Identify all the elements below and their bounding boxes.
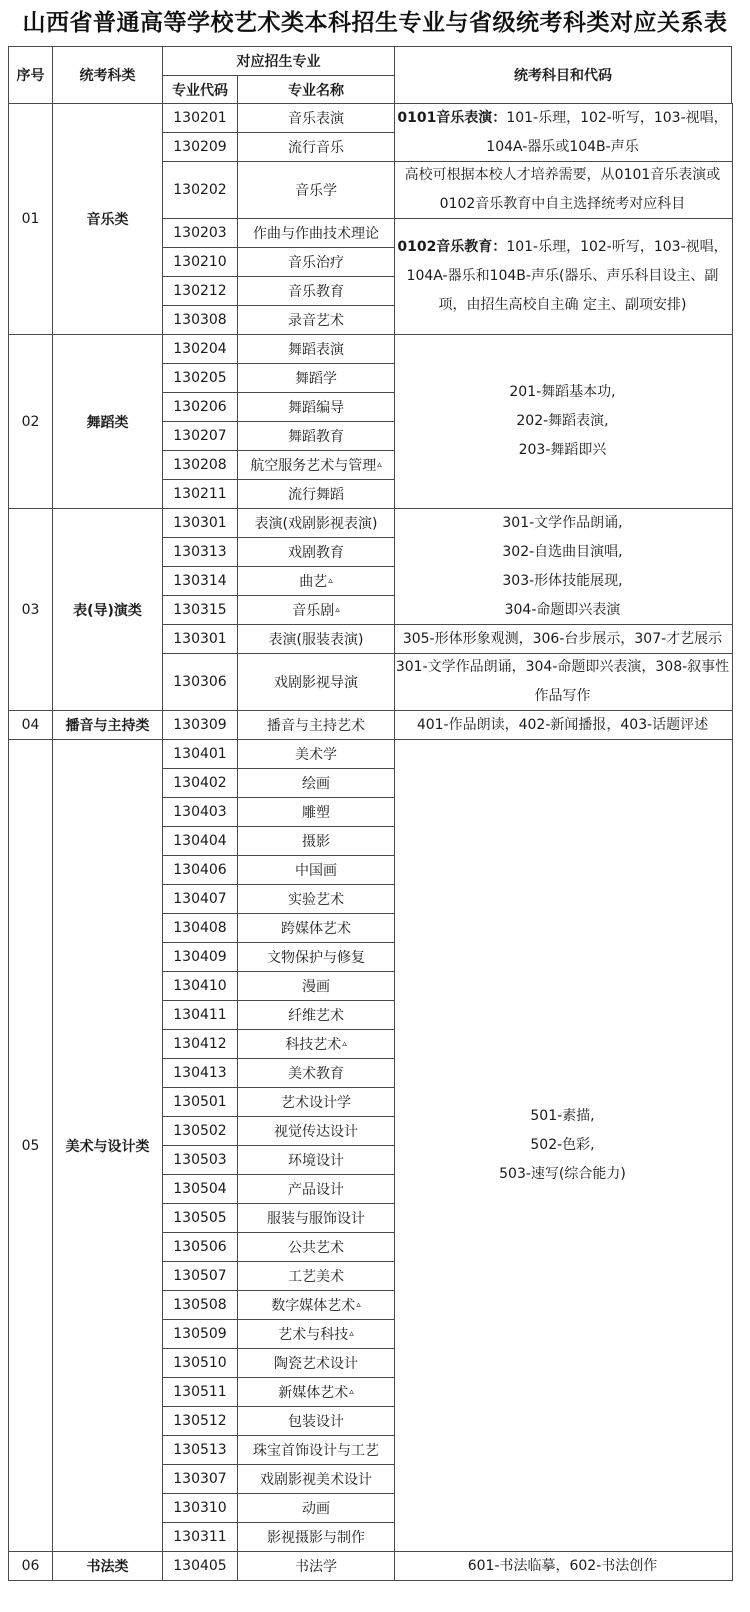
major-name-text: 新媒体艺术 (278, 1385, 349, 1401)
major-name-text: 流行舞蹈 (288, 487, 344, 503)
major-name (237, 971, 395, 1001)
major-code: 130506 (162, 1232, 238, 1262)
subject-line (397, 104, 727, 133)
major-name (237, 855, 395, 885)
group-category: 美术与设计类 (52, 739, 163, 1552)
subject-line (417, 711, 708, 740)
major-name-text: 音乐剧 (292, 603, 335, 619)
group-seq: 01 (8, 103, 53, 335)
major-name-text: 工艺美术 (288, 1269, 344, 1285)
major-code: 130315 (162, 595, 238, 625)
subject-block (394, 334, 733, 509)
header-major-code: 专业代码 (162, 75, 238, 104)
major-code: 130203 (162, 218, 238, 248)
subject-block (394, 103, 733, 162)
subject-line-text: 项，由招生高校自主确 定主、副项安排) (438, 297, 687, 313)
group-seq: 06 (8, 1551, 53, 1581)
major-name-text: 艺术与科技 (278, 1327, 349, 1343)
subject-line (440, 190, 686, 219)
major-name-text: 艺术设计学 (281, 1095, 351, 1111)
subject-line-text: 0102音乐教育中自主选择统考对应科目 (439, 196, 686, 212)
major-code: 130413 (162, 1058, 238, 1088)
major-code: 130403 (162, 797, 238, 827)
major-name-text: 影视摄影与制作 (267, 1530, 365, 1546)
major-name (237, 1551, 395, 1581)
major-name (237, 942, 395, 972)
major-code: 130314 (162, 566, 238, 596)
major-code: 130410 (162, 971, 238, 1001)
major-name-text: 公共艺术 (288, 1240, 344, 1256)
major-name (237, 1319, 395, 1349)
major-name (237, 1348, 395, 1378)
major-name-text: 舞蹈教育 (288, 429, 344, 445)
major-code: 130501 (162, 1087, 238, 1117)
major-code: 130505 (162, 1203, 238, 1233)
major-code: 130209 (162, 132, 238, 162)
major-code: 130207 (162, 421, 238, 451)
page-title: 山西省普通高等学校艺术类本科招生专业与省级统考科类对应关系表 (22, 10, 728, 36)
subject-block (394, 508, 733, 625)
major-name (237, 247, 395, 277)
header-major-group: 对应招生专业 (162, 46, 395, 76)
major-name (237, 1290, 395, 1320)
major-code: 130211 (162, 479, 238, 509)
major-name (237, 1232, 395, 1262)
subject-line (486, 133, 638, 162)
major-name (237, 450, 395, 480)
subject-line-heading: 0101音乐表演： (397, 109, 507, 126)
major-code: 130408 (162, 913, 238, 943)
major-name-text: 视觉传达设计 (274, 1124, 358, 1140)
major-name (237, 1261, 395, 1291)
major-name (237, 1116, 395, 1146)
major-name (237, 1087, 395, 1117)
major-code: 130206 (162, 392, 238, 422)
major-name (237, 421, 395, 451)
subject-line-text: 302-自选曲目演唱, (502, 543, 623, 560)
subject-line (505, 596, 621, 625)
subject-line-text: 401-作品朗读，402-新闻播报，403-话题评述 (416, 716, 709, 733)
subject-line-text: 502-色彩, (530, 1137, 595, 1153)
major-name (237, 537, 395, 567)
major-name-text: 包装设计 (288, 1414, 344, 1430)
major-name (237, 797, 395, 827)
major-name-text: 数字媒体艺术 (271, 1298, 356, 1314)
group-category: 播音与主持类 (52, 710, 163, 740)
major-code: 130310 (162, 1493, 238, 1523)
subject-line (405, 161, 721, 190)
major-name (237, 1377, 395, 1407)
group-seq: 02 (8, 334, 53, 509)
subject-line (502, 538, 622, 567)
major-code: 130502 (162, 1116, 238, 1146)
group-category: 表(导)演类 (52, 508, 163, 711)
major-name-text: 实验艺术 (288, 892, 344, 908)
new-major-mark-icon: ▵ (349, 1387, 354, 1397)
major-code: 130411 (162, 1000, 238, 1030)
major-name-text: 戏剧影视美术设计 (260, 1472, 372, 1488)
major-name (237, 363, 395, 393)
major-name (237, 1464, 395, 1494)
major-name-text: 环境设计 (288, 1153, 344, 1169)
subject-line (407, 262, 719, 291)
subject-line (502, 509, 622, 538)
major-code: 130212 (162, 276, 238, 306)
subject-line (509, 378, 615, 407)
subject-line-text: 高校可根据本校人才培养需要，从0101音乐表演或 (404, 167, 721, 183)
subject-block (394, 161, 733, 219)
subject-line (519, 436, 607, 465)
new-major-mark-icon: ▵ (342, 1039, 347, 1049)
major-name-text: 音乐治疗 (288, 255, 344, 271)
subject-line (397, 233, 727, 262)
group-seq: 05 (8, 739, 53, 1552)
major-name (237, 884, 395, 914)
subject-line (530, 1102, 594, 1131)
subject-block (394, 739, 733, 1552)
header-major-name: 专业名称 (237, 75, 395, 104)
major-name (237, 913, 395, 943)
major-name-text: 流行音乐 (288, 140, 344, 156)
subject-block (394, 218, 733, 335)
subject-block (394, 653, 733, 711)
new-major-mark-icon: ▵ (356, 1300, 361, 1310)
major-code: 130202 (162, 161, 238, 219)
major-code: 130512 (162, 1406, 238, 1436)
major-name (237, 739, 395, 769)
major-code: 130204 (162, 334, 238, 364)
major-code: 130412 (162, 1029, 238, 1059)
group-seq: 04 (8, 710, 53, 740)
major-name-text: 录音艺术 (288, 313, 344, 329)
group-category: 舞蹈类 (52, 334, 163, 509)
major-name-text: 服装与服饰设计 (267, 1211, 365, 1227)
subject-line-heading: 0102音乐教育： (397, 239, 507, 255)
major-name-text: 陶瓷艺术设计 (274, 1356, 358, 1372)
major-name (237, 1203, 395, 1233)
subject-line-text: 104A-器乐和104B-声乐(器乐、声乐科目设主、副 (406, 268, 719, 284)
major-name (237, 1406, 395, 1436)
major-name-text: 绘画 (302, 776, 330, 792)
major-name (237, 161, 395, 219)
major-code: 130208 (162, 450, 238, 480)
major-name-text: 美术学 (295, 747, 337, 763)
major-name-text: 舞蹈表演 (288, 342, 344, 358)
major-name (237, 1000, 395, 1030)
subject-block (394, 1551, 733, 1581)
group-seq: 03 (8, 508, 53, 711)
subject-line-text: 301-文学作品朗诵, (502, 514, 623, 531)
header-category: 统考科类 (52, 46, 163, 104)
subject-line (516, 407, 608, 436)
group-category: 音乐类 (52, 103, 163, 335)
major-name-text: 中国画 (295, 863, 337, 879)
new-major-mark-icon: ▵ (349, 1329, 354, 1339)
major-name-text: 书法学 (295, 1559, 337, 1575)
major-code: 130513 (162, 1435, 238, 1465)
major-name-text: 音乐教育 (288, 284, 344, 300)
major-name (237, 624, 395, 654)
header-subjects: 统考科目和代码 (394, 46, 732, 104)
major-name-text: 跨媒体艺术 (281, 921, 351, 937)
major-code: 130311 (162, 1522, 238, 1552)
major-name-text: 摄影 (302, 834, 330, 850)
major-name-text: 动画 (302, 1501, 330, 1517)
major-name (237, 276, 395, 306)
subject-line-text: 201-舞蹈基本功, (509, 384, 616, 400)
major-name-text: 音乐学 (295, 183, 337, 199)
major-code: 130503 (162, 1145, 238, 1175)
major-name-text: 曲艺 (299, 574, 328, 590)
subject-line (396, 653, 729, 682)
major-code: 130402 (162, 768, 238, 798)
major-name-text: 舞蹈学 (295, 371, 337, 387)
major-name (237, 132, 395, 162)
major-name-text: 作曲与作曲技术理论 (253, 226, 379, 242)
subject-line (502, 567, 622, 596)
major-name (237, 1145, 395, 1175)
major-code: 130309 (162, 710, 238, 740)
subject-line (499, 1160, 626, 1189)
major-code: 130307 (162, 1464, 238, 1494)
major-name (237, 1058, 395, 1088)
major-name (237, 392, 395, 422)
major-name (237, 1029, 395, 1059)
subject-block (394, 710, 733, 740)
major-code: 130507 (162, 1261, 238, 1291)
correspondence-table (8, 46, 732, 1596)
major-code: 130308 (162, 305, 238, 335)
major-code: 130406 (162, 855, 238, 885)
major-name-text: 舞蹈编导 (288, 400, 344, 416)
major-name (237, 1174, 395, 1204)
major-name (237, 334, 395, 364)
group-category: 书法类 (52, 1551, 163, 1581)
major-name (237, 103, 395, 133)
major-name (237, 653, 395, 711)
major-code: 130508 (162, 1290, 238, 1320)
major-code: 130409 (162, 942, 238, 972)
major-code: 130313 (162, 537, 238, 567)
major-name (237, 479, 395, 509)
major-name-text: 美术教育 (288, 1066, 344, 1082)
major-name-text: 表演(服装表演) (268, 632, 364, 648)
subject-line-text: 202-舞蹈表演, (516, 413, 609, 429)
major-name-text: 戏剧教育 (288, 545, 344, 561)
subject-block (394, 624, 733, 654)
major-name (237, 305, 395, 335)
major-code: 130210 (162, 247, 238, 277)
subject-line-text: 301-文学作品朗诵，304-命题即兴表演，308-叙事性 (395, 659, 730, 675)
subject-line (439, 291, 687, 320)
subject-line-text: 503-速写(综合能力) (499, 1166, 626, 1182)
subject-line-text: 104A-器乐或104B-声乐 (486, 138, 639, 155)
subject-line-text: 304-命题即兴表演 (504, 601, 621, 618)
subject-line-text: 101-乐理，102-听写，103-视唱， (506, 109, 728, 126)
new-major-mark-icon: ▵ (335, 605, 340, 615)
major-code: 130405 (162, 1551, 238, 1581)
major-code: 130301 (162, 508, 238, 538)
major-name-text: 雕塑 (302, 805, 330, 821)
subject-line-text: 101-乐理，102-听写，103-视唱， (506, 239, 728, 255)
major-name (237, 508, 395, 538)
major-code: 130504 (162, 1174, 238, 1204)
major-name-text: 珠宝首饰设计与工艺 (253, 1443, 379, 1459)
subject-line (535, 682, 591, 711)
major-code: 130401 (162, 739, 238, 769)
major-name (237, 566, 395, 596)
major-name (237, 768, 395, 798)
major-name-text: 音乐表演 (288, 111, 344, 127)
major-name-text: 纤维艺术 (288, 1008, 344, 1024)
major-code: 130201 (162, 103, 238, 133)
major-name (237, 826, 395, 856)
major-code: 130510 (162, 1348, 238, 1378)
major-name-text: 航空服务艺术与管理 (250, 458, 377, 474)
major-code: 130306 (162, 653, 238, 711)
subject-line-text: 601-书法临摹，602-书法创作 (467, 1557, 658, 1574)
subject-line-text: 305-形体形象观测，306-台步展示，307-才艺展示 (402, 630, 723, 647)
subject-line (403, 625, 722, 654)
major-name-text: 科技艺术 (285, 1037, 342, 1053)
major-name (237, 710, 395, 740)
major-name-text: 戏剧影视导演 (274, 675, 358, 691)
major-name (237, 595, 395, 625)
subject-line (530, 1131, 594, 1160)
subject-line-text: 203-舞蹈即兴 (518, 442, 607, 458)
major-name (237, 1435, 395, 1465)
major-code: 130509 (162, 1319, 238, 1349)
major-code: 130511 (162, 1377, 238, 1407)
major-name (237, 218, 395, 248)
major-code: 130301 (162, 624, 238, 654)
header-seq: 序号 (8, 46, 53, 104)
major-name (237, 1522, 395, 1552)
major-code: 130404 (162, 826, 238, 856)
major-name (237, 1493, 395, 1523)
major-name-text: 漫画 (302, 979, 330, 995)
major-name-text: 文物保护与修复 (267, 950, 365, 966)
major-code: 130205 (162, 363, 238, 393)
subject-line (468, 1552, 658, 1581)
subject-line-text: 303-形体技能展现, (502, 572, 623, 589)
new-major-mark-icon: ▵ (377, 460, 382, 470)
major-name-text: 产品设计 (288, 1182, 344, 1198)
subject-line-text: 501-素描, (530, 1108, 595, 1124)
new-major-mark-icon: ▵ (328, 576, 333, 586)
major-name-text: 播音与主持艺术 (267, 718, 365, 734)
subject-line-text: 作品写作 (534, 688, 591, 704)
major-code: 130407 (162, 884, 238, 914)
major-name-text: 表演(戏剧影视表演) (254, 516, 378, 532)
